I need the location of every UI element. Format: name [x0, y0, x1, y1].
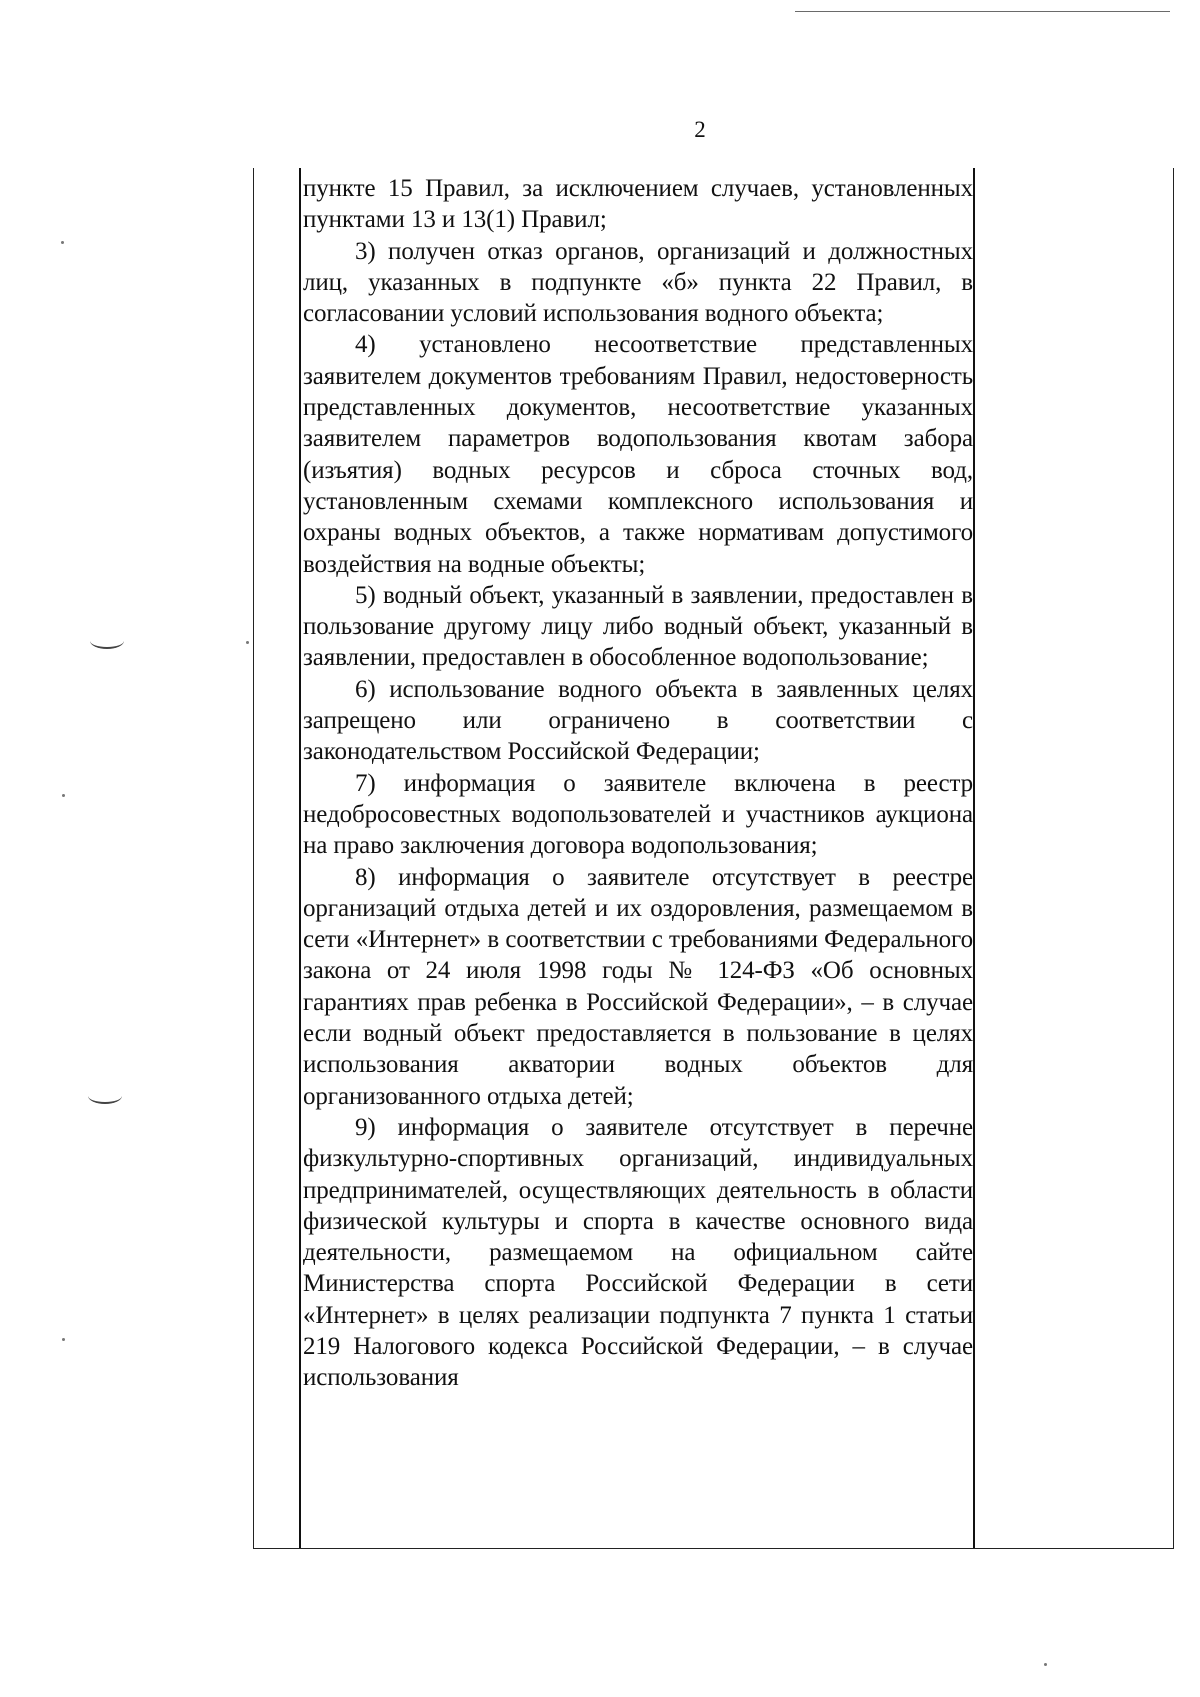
- document-text-cell: [299, 168, 975, 1548]
- scan-speck: [62, 794, 65, 797]
- paragraph-item-4: 4) установлено несоответствие представленных заявителем документов требованиям Правил, недостоверность представленных документов, несоответствие указанных заявителем параметров водопользования квотам забора (изъятия) водных ресурсов и сброса сточных вод, установленным схемами комплексного использования и охраны водных объектов, а также нормативам допустимого воздействия на водные объекты;: [303, 331, 973, 578]
- page-number: 2: [694, 117, 706, 142]
- scan-speck: [61, 241, 64, 244]
- paragraph-item-3: 3) получен отказ органов, организаций и должностных лиц, указанных в подпункте «б» пункта 22 Правил, в согласовании условий использования водного объекта;: [303, 237, 973, 328]
- frame-right-border: [1173, 168, 1174, 1548]
- paragraph-item-5: 5) водный объект, указанный в заявлении, предоставлен в пользование другому лицу либо водный объект, указанный в заявлении, предоставлен в обособленное водопользование;: [303, 581, 973, 672]
- scan-punch-mark: [90, 633, 124, 649]
- paragraph-item-9: 9) информация о заявителе отсутствует в перечне физкультурно-спортивных организаций, индивидуальных предпринимателей, осуществляющих деятельность в области физической культуры и спорта в качестве основного вида деятельности, размещаемом на официальном сайте Министерства спорта Российской Федерации в сети «Интернет» в целях реализации подпункта 7 пункта 1 статьи 219 Налогового кодекса Российской Федерации, – в случае использования: [303, 1113, 973, 1392]
- paragraph-continuation: пункте 15 Правил, за исключением случаев, установленных пунктами 13 и 13(1) Правил;: [303, 175, 973, 234]
- scan-speck: [246, 641, 249, 644]
- scan-punch-mark: [88, 1088, 122, 1104]
- top-edge-rule: [795, 11, 1170, 12]
- paragraph-item-8: 8) информация о заявителе отсутствует в реестре организаций отдыха детей и их оздоровления, размещаемом в сети «Интернет» в соответствии с требованиями Федерального закона от 24 июля 1998 годы № 124-ФЗ «Об основных гарантиях прав ребенка в Российской Федерации», – в случае если водный объект предоставляется в пользование в целях использования акватории водных объектов для организованного отдыха детей;: [303, 863, 973, 1110]
- paragraph-item-7: 7) информация о заявителе включена в реестр недобросовестных водопользователей и участников аукциона на право заключения договора водопользования;: [303, 769, 973, 860]
- scan-speck: [1044, 1663, 1047, 1666]
- scan-speck: [62, 1338, 65, 1341]
- frame-left-border: [253, 168, 254, 1548]
- paragraph-item-6: 6) использование водного объекта в заявленных целях запрещено или ограничено в соответствии с законодательством Российской Федерации;: [303, 675, 973, 766]
- frame-bottom-border: [253, 1548, 1174, 1549]
